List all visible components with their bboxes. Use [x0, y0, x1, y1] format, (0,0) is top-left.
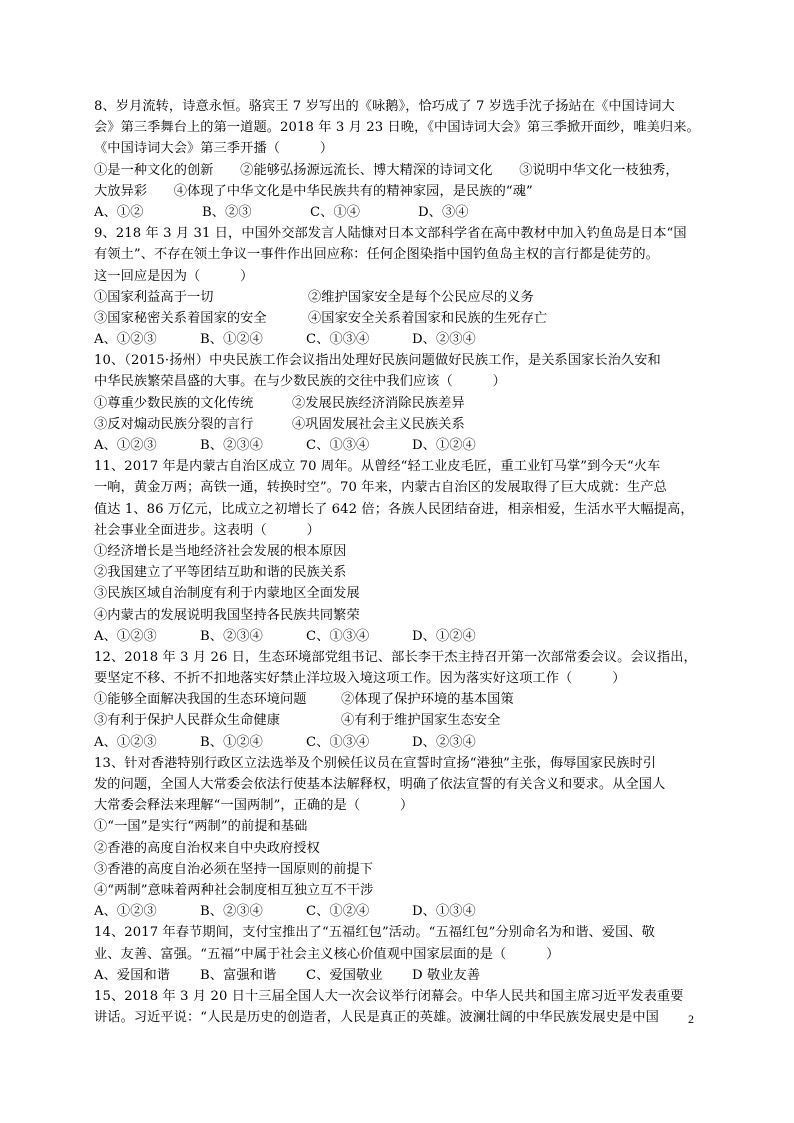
page-number: 2: [688, 1012, 694, 1026]
statement: ①国家利益高于一切: [94, 289, 214, 305]
statement-row: [94, 710, 700, 731]
question-text: 讲话。习近平说：“人民是历史的创造者，人民是真正的英雄。波澜壮阔的中华民族发展史是中国: [94, 1010, 659, 1026]
statement: ①是一种文化的创新 ②能够弘扬源远流长、博大精深的诗词文化 ③说明中华文化一枝独秀，: [94, 162, 679, 178]
option-c: C、①④: [310, 204, 361, 220]
statement: ②我国建立了平等团结互助和谐的民族关系: [94, 565, 347, 581]
statement: ③国家秘密关系着国家的安全: [94, 310, 267, 326]
option-a: A、①②③: [94, 904, 157, 920]
statement-row: [94, 393, 700, 414]
statement: ②发展民族经济消除民族差异: [292, 395, 465, 411]
option-c: C、①③④: [306, 628, 370, 644]
answer-options: [94, 435, 700, 456]
option-c: C、爱国敬业: [306, 967, 383, 983]
option-a: A、①②: [94, 204, 144, 220]
answer-options: [94, 965, 700, 986]
option-d: D、①③④: [412, 904, 476, 920]
question-text: 要坚定不移、不折不扣地落实好禁止洋垃圾入境这项工作。因为落实好这项工作（ ）: [94, 671, 626, 687]
option-a: A、①②③: [94, 332, 157, 348]
question-10: [94, 350, 700, 456]
statement: ④有利于维护国家生态安全: [341, 713, 501, 729]
statement: ④内蒙古的发展说明我国坚持各民族共同繁荣: [94, 607, 360, 623]
answer-options: [94, 329, 700, 350]
question-text: 一响，黄金万两；高铁一通，转换时空”。70 年来，内蒙古自治区的发展取得了巨大成就：生产总: [94, 480, 667, 496]
option-b: B、富强和谐: [200, 967, 277, 983]
question-text: 业、友善、富强。“五福”中属于社会主义核心价值观中国家层面的是（ ）: [94, 946, 560, 962]
option-b: B、②③④: [200, 628, 263, 644]
question-11: [94, 456, 700, 647]
option-b: B、②③: [202, 204, 252, 220]
option-d: D、②③④: [412, 734, 476, 750]
option-d: D、③④: [418, 204, 469, 220]
question-text: 大常委会释法来理解“一国两制”，正确的是（ ）: [94, 798, 414, 814]
question-text: 13、针对香港特别行政区立法选举及个别候任议员在宣誓时宣扬“港独”主张，侮辱国家民族时引: [94, 755, 657, 771]
question-text: 中华民族繁荣昌盛的大事。在与少数民族的交往中我们应该（ ）: [94, 374, 506, 390]
question-13: [94, 753, 700, 923]
question-15: [94, 986, 700, 1028]
statement: ②香港的高度自治权来自中央政府授权: [94, 840, 320, 856]
answer-options: [94, 901, 700, 922]
option-b: B、①②④: [200, 734, 263, 750]
answer-options: [94, 202, 700, 223]
question-12: [94, 647, 700, 753]
option-d: D、②③④: [412, 332, 476, 348]
option-d: D 敬业友善: [412, 967, 481, 983]
answer-options: [94, 626, 700, 647]
page-content: [94, 96, 700, 1028]
statement: ③香港的高度自治必须在坚持一国原则的前提下: [94, 861, 374, 877]
question-text: 社会事业全面进步。这表明（ ）: [94, 522, 320, 538]
option-c: C、①③④: [306, 734, 370, 750]
statement-row: [94, 414, 700, 435]
question-text: 值达 1、86 万亿元，比成立之初增长了 642 倍；各族人民团结奋进，相亲相爱，生活水平大幅提高，: [94, 501, 694, 517]
statement: ②体现了保护环境的基本国策: [341, 692, 514, 708]
question-text: 发的问题，全国人大常委会依法行使基本法解释权，明确了依法宣誓的有关含义和要求。从全国人: [94, 777, 666, 792]
question-text: 12、2018 年 3 月 26 日，生态环境部党组书记、部长李干杰主持召开第一次部常委会议。会议指出，: [94, 649, 697, 665]
question-8: [94, 96, 700, 223]
option-b: B、②③④: [200, 904, 263, 920]
question-14: [94, 922, 700, 986]
option-d: D、①②④: [412, 628, 476, 644]
question-text: 8、岁月流转，诗意永恒。骆宾王 7 岁写出的《咏鹅》，恰巧成了 7 岁选手沈子扬站在《中国诗词大: [94, 99, 675, 114]
question-text: 15、2018 年 3 月 20 日十三届全国人大一次会议举行闭幕会。中华人民共和国主席习近平发表重要: [94, 988, 684, 1004]
statement: ③民族区域自治制度有利于内蒙地区全面发展: [94, 586, 360, 602]
question-text: 9、218 年 3 月 31 日，中国外交部发言人陆慷对日本文部科学省在高中教材中加入钓鱼岛是日本“国: [94, 226, 687, 242]
statement: ③反对煽动民族分裂的言行: [94, 416, 254, 432]
statement-row: [94, 689, 700, 710]
statement: ②维护国家安全是每个公民应尽的义务: [308, 289, 534, 305]
statement: 大放异彩 ④体现了中华文化是中华民族共有的精神家园，是民族的“魂”: [94, 183, 533, 199]
statement: ①尊重少数民族的文化传统: [94, 395, 254, 411]
question-text: 有领土”、不存在领土争议一事件作出回应称：任何企图染指中国钓鱼岛主权的言行都是徒劳的。: [94, 247, 659, 263]
option-b: B、①②④: [200, 332, 263, 348]
option-c: C、①③④: [306, 438, 370, 453]
statement-row: [94, 308, 700, 329]
question-text: 14、2017 年春节期间，支付宝推出了“五福红包”活动。“五福红包”分别命名为和谐、爱国、敬: [94, 925, 655, 941]
statement: ①能够全面解决我国的生态环境问题: [94, 692, 307, 708]
question-text: 《中国诗词大会》第三季开播（ ）: [94, 141, 334, 157]
question-text: 10、（2015·扬州）中央民族工作会议指出处理好民族问题做好民族工作，是关系国家长治久安和: [94, 353, 661, 369]
option-c: C、①③④: [306, 332, 370, 348]
question-9: [94, 223, 700, 350]
statement: ①经济增长是当地经济社会发展的根本原因: [94, 543, 347, 559]
answer-options: [94, 732, 700, 753]
statement: ③有利于保护人民群众生命健康: [94, 713, 281, 729]
statement: ④巩固发展社会主义民族关系: [292, 416, 465, 432]
statement: ④国家安全关系着国家和民族的生死存亡: [308, 310, 548, 326]
option-c: C、①②④: [306, 904, 370, 920]
option-b: B、②③④: [200, 438, 263, 453]
question-text: 会》第三季舞台上的第一道题。2018 年 3 月 23 日晚，《中国诗词大会》第三季掀开面纱，唯美归来。: [94, 120, 700, 136]
option-a: A、爱国和谐: [94, 967, 171, 983]
statement: ④“两制”意味着两种社会制度相互独立互不干涉: [94, 882, 374, 898]
option-a: A、①②③: [94, 734, 157, 750]
option-d: D、①②④: [412, 438, 476, 453]
question-text: 这一回应是因为（ ）: [94, 268, 254, 284]
statement-row: [94, 287, 700, 308]
question-text: 11、2017 年是内蒙古自治区成立 70 周年。从曾经“轻工业皮毛匠，重工业钉马掌”到今天“火车: [94, 459, 661, 475]
option-a: A、①②③: [94, 628, 157, 644]
option-a: A、①②③: [94, 438, 157, 453]
statement: ①“一国”是实行“两制”的前提和基础: [94, 819, 308, 835]
